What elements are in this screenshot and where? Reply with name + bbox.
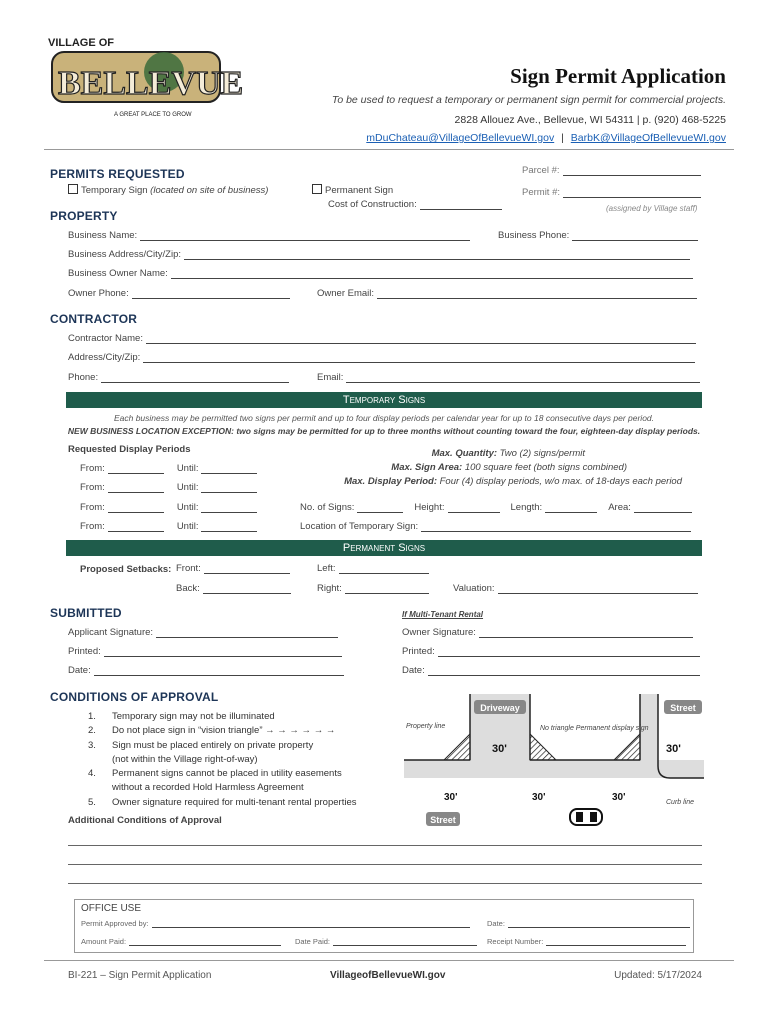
additional-conditions-label: Additional Conditions of Approval bbox=[68, 815, 222, 826]
owner-printed-label: Printed: bbox=[402, 646, 435, 657]
condition-item: (not within the Village right-of-way) bbox=[112, 753, 258, 765]
left-label: Left: bbox=[317, 563, 336, 574]
owner-date-field[interactable] bbox=[428, 666, 700, 676]
multi-tenant-note: If Multi-Tenant Rental bbox=[402, 610, 484, 619]
right-row bbox=[317, 583, 429, 594]
contractor-address-row bbox=[68, 352, 695, 363]
permits-heading: PERMITS REQUESTED bbox=[50, 167, 185, 181]
period-3-from-field[interactable] bbox=[108, 503, 164, 513]
setbacks-label: Proposed Setbacks: bbox=[80, 564, 172, 575]
period-1-from-label: From: bbox=[80, 463, 105, 474]
front-label: Front: bbox=[176, 563, 201, 574]
dim-30-a: 30' bbox=[492, 743, 507, 755]
receipt-number-label: Receipt Number: bbox=[487, 937, 544, 946]
period-1-row bbox=[80, 463, 257, 474]
owner-email-label: Owner Email: bbox=[317, 288, 375, 299]
temporary-sign-label: Temporary Sign bbox=[81, 185, 148, 196]
owner-printed-row bbox=[402, 646, 700, 657]
contractor-phone-row bbox=[68, 372, 289, 383]
permit-number-label: Permit #: bbox=[522, 187, 561, 198]
permanent-signs-bar: Permanent Signs bbox=[66, 540, 702, 556]
additional-conditions-line-2[interactable] bbox=[68, 864, 702, 865]
length-label: Length: bbox=[510, 502, 543, 513]
date-paid-field[interactable] bbox=[333, 938, 477, 946]
back-label: Back: bbox=[176, 583, 200, 594]
permit-number-field[interactable] bbox=[563, 188, 701, 198]
page-subtitle: To be used to request a temporary or permanent sign permit for commercial projects. bbox=[331, 94, 726, 106]
cost-row bbox=[328, 199, 502, 210]
permit-number-row bbox=[522, 187, 701, 198]
village-logo bbox=[44, 34, 244, 122]
condition-item: 3. Sign must be placed entirely on private property bbox=[88, 739, 314, 751]
contractor-email-row bbox=[317, 372, 700, 383]
business-address-field[interactable] bbox=[184, 250, 690, 260]
logo-top-text: VILLAGE OF bbox=[48, 37, 114, 49]
num-signs-label: No. of Signs: bbox=[300, 502, 355, 513]
temporary-sign-option[interactable] bbox=[68, 184, 268, 196]
additional-conditions-line-3[interactable] bbox=[68, 883, 702, 884]
office-use-box bbox=[74, 899, 694, 953]
property-heading: PROPERTY bbox=[50, 209, 118, 223]
footer-updated: Updated: 5/17/2024 bbox=[614, 970, 702, 981]
max-period-value: Four (4) display periods, w/o max. of 18-days each period bbox=[439, 476, 682, 487]
logo-main-text: BELLEVUE bbox=[58, 65, 244, 102]
max-area-label: Max. Sign Area: bbox=[391, 462, 463, 473]
footer-form-id: BI-221 – Sign Permit Application bbox=[68, 970, 212, 981]
length-field[interactable] bbox=[545, 503, 597, 513]
street-top-label: Street bbox=[670, 703, 696, 713]
max-quantity bbox=[432, 448, 585, 459]
period-4-until-field[interactable] bbox=[201, 522, 257, 532]
business-address-row bbox=[68, 249, 690, 260]
num-signs-field[interactable] bbox=[357, 503, 403, 513]
applicant-signature-field[interactable] bbox=[156, 628, 338, 638]
owner-name-label: Business Owner Name: bbox=[68, 268, 168, 279]
max-quantity-label: Max. Quantity: bbox=[431, 448, 498, 459]
amount-paid-row bbox=[81, 937, 281, 946]
permanent-sign-checkbox[interactable] bbox=[312, 184, 322, 194]
permanent-sign-label: Permanent Sign bbox=[325, 185, 394, 196]
temporary-sign-note: (located on site of business) bbox=[150, 185, 269, 196]
max-area-value: 100 square feet (both signs combined) bbox=[464, 462, 627, 473]
logo-tagline: A GREAT PLACE TO GROW bbox=[114, 112, 192, 118]
business-phone-row bbox=[498, 230, 698, 241]
height-field[interactable] bbox=[448, 503, 500, 513]
business-phone-label: Business Phone: bbox=[498, 230, 570, 241]
dim-30-c: 30' bbox=[444, 792, 458, 803]
driveway-label: Driveway bbox=[480, 703, 520, 713]
sign-dimensions-row bbox=[300, 502, 692, 513]
area-label: Area: bbox=[608, 502, 631, 513]
temporary-sign-checkbox[interactable] bbox=[68, 184, 78, 194]
applicant-printed-label: Printed: bbox=[68, 646, 101, 657]
condition-item: 1. Temporary sign may not be illuminated bbox=[88, 711, 275, 722]
contractor-phone-label: Phone: bbox=[68, 372, 99, 383]
applicant-date-field[interactable] bbox=[94, 666, 344, 676]
applicant-printed-row bbox=[68, 646, 342, 657]
submitted-heading: SUBMITTED bbox=[50, 606, 122, 620]
applicant-signature-label: Applicant Signature: bbox=[68, 627, 154, 638]
temporary-note-1: Each business may be permitted two signs per permit and up to four display periods per calendar year for up to 18 consecutive days per period. bbox=[113, 413, 655, 423]
back-row bbox=[176, 583, 291, 594]
contractor-address-field[interactable] bbox=[143, 353, 695, 363]
curb-line-label: Curb line bbox=[666, 799, 695, 806]
email-separator: | bbox=[561, 132, 564, 144]
valuation-row bbox=[453, 583, 698, 594]
max-quantity-value: Two (2) signs/permit bbox=[499, 448, 585, 459]
period-3-until-field[interactable] bbox=[201, 503, 257, 513]
page-title: Sign Permit Application bbox=[510, 64, 726, 88]
business-name-row bbox=[68, 230, 470, 241]
approved-by-row bbox=[81, 919, 470, 928]
display-periods-heading: Requested Display Periods bbox=[68, 444, 191, 455]
office-date-field[interactable] bbox=[508, 920, 690, 928]
owner-signature-field[interactable] bbox=[479, 628, 693, 638]
footer-website[interactable]: VillageofBellevueWI.gov bbox=[330, 970, 446, 981]
left-row bbox=[317, 563, 429, 574]
max-display-period bbox=[344, 476, 682, 487]
cost-field[interactable] bbox=[420, 200, 502, 210]
right-label: Right: bbox=[317, 583, 342, 594]
temp-location-label: Location of Temporary Sign: bbox=[300, 521, 419, 532]
contractor-address-label: Address/City/Zip: bbox=[68, 352, 141, 363]
amount-paid-field[interactable] bbox=[129, 938, 281, 946]
approved-by-field[interactable] bbox=[152, 920, 470, 928]
owner-date-row bbox=[402, 665, 700, 676]
office-date-label: Date: bbox=[487, 919, 505, 928]
business-address-label: Business Address/City/Zip: bbox=[68, 249, 181, 260]
email-link-duchateau[interactable]: mDuChateau@VillageOfBellevueWI.gov bbox=[366, 132, 555, 144]
period-4-row bbox=[80, 521, 257, 532]
owner-phone-label: Owner Phone: bbox=[68, 288, 129, 299]
parcel-label: Parcel #: bbox=[522, 165, 560, 176]
temporary-signs-bar: Temporary Signs bbox=[66, 392, 702, 408]
front-field[interactable] bbox=[204, 564, 290, 574]
owner-name-field[interactable] bbox=[171, 269, 693, 279]
vision-triangle-diagram bbox=[404, 694, 704, 830]
cost-label: Cost of Construction: bbox=[328, 199, 417, 210]
contact-emails bbox=[366, 132, 726, 144]
temp-location-field[interactable] bbox=[421, 522, 691, 532]
condition-item: without a recorded Hold Harmless Agreement bbox=[112, 782, 304, 794]
period-2-from-field[interactable] bbox=[108, 483, 164, 493]
applicant-date-label: Date: bbox=[68, 665, 91, 676]
applicant-signature-row bbox=[68, 627, 338, 638]
contractor-name-label: Contractor Name: bbox=[68, 333, 143, 344]
owner-phone-field[interactable] bbox=[132, 289, 290, 299]
period-2-row bbox=[80, 482, 257, 493]
left-field[interactable] bbox=[339, 564, 429, 574]
staff-note: (assigned by Village staff) bbox=[606, 204, 698, 213]
max-area bbox=[391, 462, 627, 473]
back-field[interactable] bbox=[203, 584, 291, 594]
period-2-until-field[interactable] bbox=[201, 483, 257, 493]
contractor-name-field[interactable] bbox=[146, 334, 696, 344]
date-paid-label: Date Paid: bbox=[295, 937, 331, 946]
applicant-date-row bbox=[68, 665, 344, 676]
contact-address: 2828 Allouez Ave., Bellevue, WI 54311 | p. (920) 468-5225 bbox=[454, 114, 726, 126]
valuation-label: Valuation: bbox=[453, 583, 495, 594]
additional-conditions-line-1[interactable] bbox=[68, 845, 702, 846]
condition-item: 5. Owner signature required for multi-tenant rental properties bbox=[88, 796, 357, 808]
condition-item: 4. Permanent signs cannot be placed in utility easements bbox=[88, 768, 342, 780]
receipt-number-row bbox=[487, 937, 686, 946]
owner-name-row bbox=[68, 268, 693, 279]
office-use-heading: OFFICE USE bbox=[81, 903, 142, 914]
date-paid-row bbox=[295, 937, 477, 946]
contractor-email-label: Email: bbox=[317, 372, 344, 383]
parcel-field[interactable] bbox=[563, 166, 701, 176]
contractor-phone-field[interactable] bbox=[101, 373, 289, 383]
height-label: Height: bbox=[414, 502, 445, 513]
applicant-printed-field[interactable] bbox=[104, 647, 342, 657]
area-field[interactable] bbox=[634, 503, 692, 513]
header-divider bbox=[44, 149, 734, 150]
owner-email-field[interactable] bbox=[377, 289, 697, 299]
office-date-row bbox=[487, 919, 690, 928]
owner-date-label: Date: bbox=[402, 665, 425, 676]
period-4-from-label: From: bbox=[80, 521, 105, 532]
amount-paid-label: Amount Paid: bbox=[81, 937, 127, 946]
period-1-from-field[interactable] bbox=[108, 464, 164, 474]
dim-30-d: 30' bbox=[532, 792, 546, 803]
period-2-from-label: From: bbox=[80, 482, 105, 493]
temp-location-row bbox=[300, 521, 691, 532]
dim-30-b: 30' bbox=[666, 743, 681, 755]
owner-phone-row bbox=[68, 288, 290, 299]
contractor-heading: CONTRACTOR bbox=[50, 312, 138, 326]
dim-30-e: 30' bbox=[612, 792, 626, 803]
owner-signature-label: Owner Signature: bbox=[402, 627, 476, 638]
period-1-until-field[interactable] bbox=[201, 464, 257, 474]
email-link-barbk[interactable]: BarbK@VillageOfBellevueWI.gov bbox=[570, 132, 726, 144]
permanent-sign-option[interactable] bbox=[312, 184, 393, 196]
footer-divider bbox=[44, 960, 734, 961]
period-3-row bbox=[80, 502, 257, 513]
parcel-row bbox=[522, 165, 701, 176]
temporary-note-2: NEW BUSINESS LOCATION EXCEPTION: two signs may be permitted for up to three months without counting toward the four, eighteen-day display periods. bbox=[67, 426, 701, 436]
period-4-until-label: Until: bbox=[176, 521, 199, 532]
conditions-heading: CONDITIONS OF APPROVAL bbox=[50, 690, 219, 704]
contractor-email-field[interactable] bbox=[346, 373, 700, 383]
business-name-field[interactable] bbox=[140, 231, 470, 241]
receipt-number-field[interactable] bbox=[546, 938, 686, 946]
period-3-until-label: Until: bbox=[176, 502, 199, 513]
period-2-until-label: Until: bbox=[176, 482, 199, 493]
owner-printed-field[interactable] bbox=[438, 647, 700, 657]
period-3-from-label: From: bbox=[80, 502, 105, 513]
owner-signature-row bbox=[402, 627, 693, 638]
approved-by-label: Permit Approved by: bbox=[81, 919, 149, 928]
business-phone-field[interactable] bbox=[572, 231, 698, 241]
business-name-label: Business Name: bbox=[68, 230, 138, 241]
front-row bbox=[176, 563, 290, 574]
owner-email-row bbox=[317, 288, 697, 299]
street-bottom-label: Street bbox=[430, 815, 456, 825]
period-4-from-field[interactable] bbox=[108, 522, 164, 532]
contractor-name-row bbox=[68, 333, 696, 344]
conditions-list bbox=[88, 710, 356, 810]
valuation-field[interactable] bbox=[498, 584, 698, 594]
property-line-label: Property line bbox=[406, 723, 446, 730]
period-1-until-label: Until: bbox=[176, 463, 199, 474]
max-period-label: Max. Display Period: bbox=[344, 476, 437, 487]
vision-triangle-label: No triangle Permanent display sign bbox=[540, 725, 649, 732]
right-field[interactable] bbox=[345, 584, 429, 594]
condition-item: 2. Do not place sign in “vision triangle” → → → → → → bbox=[88, 725, 336, 737]
